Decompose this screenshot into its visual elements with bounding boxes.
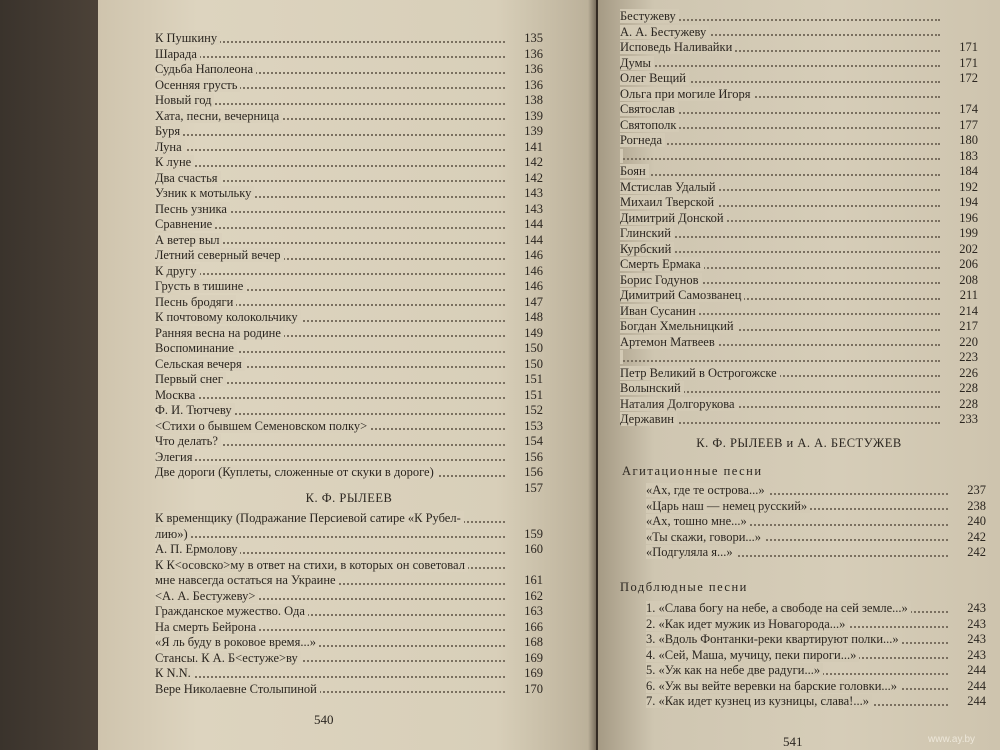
toc-entry-page: 139 xyxy=(524,108,543,123)
toc-entry-page: 149 xyxy=(524,325,543,340)
toc-entry xyxy=(646,499,986,515)
toc-entry-page: 151 xyxy=(524,372,543,386)
toc-entry-page: 168 xyxy=(524,635,543,649)
toc-entry-page: 157 xyxy=(524,480,543,495)
toc-entry-page: 172 xyxy=(959,71,978,85)
toc-entry-title: Мстислав Удалый xyxy=(620,180,719,194)
toc-entry-title: Гражданское мужество. Ода xyxy=(155,604,308,618)
toc-entry-page: 147 xyxy=(524,294,543,309)
toc-list-right-middle xyxy=(646,483,986,561)
toc-entry xyxy=(155,403,543,419)
toc-entry-title: Думы xyxy=(620,56,654,70)
toc-entry-page: 214 xyxy=(959,303,978,318)
toc-entry xyxy=(620,195,978,211)
toc-entry-page: 141 xyxy=(524,139,543,154)
toc-entry xyxy=(155,558,543,574)
toc-entry xyxy=(620,335,978,351)
toc-entry-title: А ветер выл xyxy=(155,233,222,247)
toc-entry xyxy=(620,9,978,25)
toc-entry xyxy=(620,71,978,87)
toc-entry-title: К почтовому колокольчику xyxy=(155,310,301,324)
toc-entry xyxy=(155,109,543,125)
toc-entry-title xyxy=(620,350,623,364)
toc-entry-page: 146 xyxy=(524,248,543,262)
toc-entry-title: Рогнеда xyxy=(620,133,665,147)
toc-entry-page: 243 xyxy=(967,616,986,631)
toc-entry xyxy=(155,217,543,233)
toc-entry-title: 4. «Сей, Маша, мучицу, пеки пироги...» xyxy=(646,648,859,662)
toc-entry-page: 150 xyxy=(524,341,543,355)
toc-entry-page: 170 xyxy=(524,681,543,696)
page-number-left: 540 xyxy=(314,712,334,727)
toc-entry-page: 217 xyxy=(959,319,978,333)
toc-entry-page: 146 xyxy=(524,279,543,293)
toc-entry-page: 169 xyxy=(524,650,543,665)
toc-list-right-top xyxy=(620,9,978,428)
toc-entry xyxy=(620,397,978,413)
toc-entry-title: Олег Вещий xyxy=(620,71,689,85)
toc-entry-page: 160 xyxy=(524,542,543,556)
toc-entry-page: 196 xyxy=(959,210,978,225)
toc-entry-title: Богдан Хмельницкий xyxy=(620,319,737,333)
toc-entry xyxy=(155,682,543,698)
toc-entry-page: 240 xyxy=(967,514,986,528)
toc-entry xyxy=(620,164,978,180)
toc-entry-page: 177 xyxy=(959,117,978,132)
toc-entry xyxy=(155,140,543,156)
toc-entry xyxy=(620,412,978,428)
toc-entry-title: Петр Великий в Острогожске xyxy=(620,366,780,380)
toc-entry xyxy=(646,530,986,546)
toc-entry-page: 242 xyxy=(967,529,986,544)
toc-entry-title: «Подгуляла я...» xyxy=(646,545,736,559)
toc-entry-page: 152 xyxy=(524,403,543,417)
toc-entry-page: 237 xyxy=(967,483,986,497)
toc-entry-title: Песнь узника xyxy=(155,202,230,216)
toc-entry-page: 194 xyxy=(959,195,978,209)
toc-entry-title: Святослав xyxy=(620,102,678,116)
toc-entry-title: На смерть Бейрона xyxy=(155,620,259,634)
toc-entry xyxy=(620,56,978,72)
toc-entry-page: 151 xyxy=(524,387,543,402)
toc-entry xyxy=(155,233,543,249)
toc-entry-page: 150 xyxy=(524,356,543,371)
toc-entry xyxy=(155,604,543,620)
toc-entry-title: «Ты скажи, говори...» xyxy=(646,530,764,544)
toc-entry-title: Исповедь Наливайки xyxy=(620,40,735,54)
toc-entry xyxy=(155,248,543,264)
toc-entry-page: 244 xyxy=(967,694,986,708)
toc-entry-page: 142 xyxy=(524,170,543,185)
toc-entry-title: К Пушкину xyxy=(155,31,220,45)
toc-entry-page: 238 xyxy=(967,498,986,513)
toc-entry xyxy=(155,527,543,543)
toc-entry-title: Святополк xyxy=(620,118,679,132)
toc-entry xyxy=(155,651,543,667)
toc-entry-title: Боян xyxy=(620,164,649,178)
toc-entry xyxy=(620,133,978,149)
toc-entry xyxy=(620,273,978,289)
toc-entry xyxy=(646,545,986,561)
toc-entry-title: лию») xyxy=(155,527,191,541)
toc-entry xyxy=(620,118,978,134)
toc-entry xyxy=(155,78,543,94)
toc-entry xyxy=(155,93,543,109)
toc-entry-page: 144 xyxy=(524,232,543,247)
toc-entry xyxy=(646,663,986,679)
toc-entry xyxy=(155,295,543,311)
toc-entry xyxy=(155,620,543,636)
toc-entry xyxy=(155,47,543,63)
toc-entry xyxy=(620,350,978,366)
toc-entry-page: 243 xyxy=(967,632,986,646)
toc-entry-title: Воспоминание xyxy=(155,341,237,355)
toc-entry-page: 184 xyxy=(959,164,978,178)
dot-leader xyxy=(155,536,505,538)
toc-entry xyxy=(620,40,978,56)
toc-entry-title: Глинский xyxy=(620,226,674,240)
toc-entry-page: 139 xyxy=(524,124,543,138)
toc-entry-page: 146 xyxy=(524,263,543,278)
toc-entry-title: Две дороги (Куплеты, сложенные от скуки в дороге) xyxy=(155,465,437,479)
toc-entry-page: 148 xyxy=(524,310,543,324)
toc-entry-title: Наталия Долгорукова xyxy=(620,397,738,411)
toc-entry xyxy=(155,171,543,187)
toc-entry-page: 169 xyxy=(524,666,543,680)
dot-leader xyxy=(620,174,940,176)
toc-entry-title: <Стихи о бывшем Семеновском полку> xyxy=(155,419,370,433)
dot-leader xyxy=(155,459,505,461)
toc-entry-page: 244 xyxy=(967,663,986,677)
toc-entry xyxy=(646,632,986,648)
toc-entry xyxy=(646,514,986,530)
toc-entry xyxy=(620,257,978,273)
toc-entry-page: 244 xyxy=(967,678,986,693)
toc-entry-title: «Ах, где те острова...» xyxy=(646,483,768,497)
toc-entry-title: Осенняя грусть xyxy=(155,78,240,92)
toc-entry xyxy=(155,542,543,558)
toc-entry-page: 199 xyxy=(959,226,978,240)
toc-entry-page: 136 xyxy=(524,62,543,76)
toc-entry xyxy=(620,180,978,196)
toc-entry xyxy=(155,434,543,450)
toc-entry xyxy=(646,648,986,664)
toc-entry-page: 138 xyxy=(524,93,543,107)
toc-entry xyxy=(155,450,543,466)
toc-entry-page: 136 xyxy=(524,46,543,61)
toc-entry-page: 243 xyxy=(967,601,986,615)
toc-entry xyxy=(620,366,978,382)
toc-entry-title: Два счастья xyxy=(155,171,221,185)
toc-entry-title: Ольга при могиле Игоря xyxy=(620,87,754,101)
toc-entry-page: 226 xyxy=(959,365,978,380)
toc-entry-title: 3. «Вдоль Фонтанки-реки квартируют полки...» xyxy=(646,632,902,646)
toc-entry-title xyxy=(620,149,623,163)
toc-entry-page: 162 xyxy=(524,588,543,603)
toc-entry-title: Сравнение xyxy=(155,217,215,231)
dot-leader xyxy=(620,360,940,362)
toc-entry-title: Грусть в тишине xyxy=(155,279,246,293)
toc-entry xyxy=(155,264,543,280)
toc-entry xyxy=(620,381,978,397)
toc-entry xyxy=(155,589,543,605)
toc-entry xyxy=(646,694,986,710)
toc-entry-page: 163 xyxy=(524,604,543,618)
dot-leader xyxy=(155,676,505,678)
toc-entry-title: Волынский xyxy=(620,381,684,395)
toc-entry xyxy=(620,102,978,118)
toc-entry-page: 242 xyxy=(967,545,986,559)
subsection-heading-agitation: Агитационные песни xyxy=(622,464,763,478)
toc-entry xyxy=(155,388,543,404)
toc-entry-title: Ранняя весна на родине xyxy=(155,326,284,340)
toc-entry-title: А. А. Бестужеву xyxy=(620,25,709,39)
toc-entry-title: Смерть Ермака xyxy=(620,257,704,271)
toc-entry xyxy=(646,601,986,617)
toc-entry xyxy=(155,310,543,326)
toc-entry-page: 228 xyxy=(959,396,978,411)
toc-entry xyxy=(155,372,543,388)
toc-entry-title: Летний северный вечер xyxy=(155,248,284,262)
toc-entry-title: Что делать? xyxy=(155,434,221,448)
toc-entry xyxy=(620,149,978,165)
toc-entry xyxy=(155,202,543,218)
toc-entry-title: К N.N. xyxy=(155,666,194,680)
toc-entry xyxy=(646,679,986,695)
toc-entry xyxy=(155,635,543,651)
right-page xyxy=(598,0,1000,750)
toc-entry xyxy=(155,465,543,481)
dot-leader xyxy=(155,273,505,275)
toc-entry-title: Борис Годунов xyxy=(620,273,702,287)
toc-entry-page: 243 xyxy=(967,647,986,662)
toc-entry-page: 142 xyxy=(524,155,543,169)
toc-entry-title: мне навсегда остаться на Украине xyxy=(155,573,339,587)
toc-entry-title: Новый год xyxy=(155,93,214,107)
toc-entry xyxy=(620,319,978,335)
toc-entry-page: 208 xyxy=(959,272,978,287)
toc-entry xyxy=(155,511,543,527)
toc-entry xyxy=(155,279,543,295)
toc-entry-title: 1. «Слава богу на небе, а свободе на сей земле...» xyxy=(646,601,911,615)
toc-entry-title: 6. «Уж вы вейте веревки на барские головки...» xyxy=(646,679,900,693)
toc-entry-page: 143 xyxy=(524,201,543,216)
toc-entry-title: К временщику (Подражание Персиевой сатире «К Рубел- xyxy=(155,511,464,525)
toc-entry-page: 180 xyxy=(959,133,978,147)
toc-entry-title: Бестужеву xyxy=(620,9,679,23)
dot-leader xyxy=(155,149,505,151)
page-number-right: 541 xyxy=(783,734,803,749)
toc-entry-title: Судьба Наполеона xyxy=(155,62,256,76)
section-heading-ryleev: К. Ф. РЫЛЕЕВ xyxy=(305,491,393,505)
dot-leader xyxy=(155,56,505,58)
toc-entry-title: 7. «Как идет кузнец из кузницы, слава!...» xyxy=(646,694,872,708)
toc-entry-page: 223 xyxy=(959,350,978,364)
toc-entry-page: 171 xyxy=(959,55,978,70)
toc-entry-title: Песнь бродяги xyxy=(155,295,236,309)
dot-leader xyxy=(155,397,505,399)
toc-list-left-bottom xyxy=(155,511,543,697)
toc-list-left-top xyxy=(155,31,543,496)
toc-entry-page: 135 xyxy=(524,31,543,45)
toc-entry-title: Михаил Тверской xyxy=(620,195,717,209)
toc-entry-title: Сельская вечеря xyxy=(155,357,245,371)
toc-entry-title: Вере Николаевне Столыпиной xyxy=(155,682,320,696)
toc-entry-page: 156 xyxy=(524,465,543,479)
toc-entry-title: Державин xyxy=(620,412,677,426)
toc-entry-title: «Царь наш — немец русский» xyxy=(646,499,810,513)
toc-entry-title: Димитрий Донской xyxy=(620,211,727,225)
toc-entry-page: 156 xyxy=(524,449,543,464)
toc-entry-title: Буря xyxy=(155,124,183,138)
toc-entry-title: Стансы. К А. Б<естуже>ву xyxy=(155,651,301,665)
toc-entry-page: 136 xyxy=(524,77,543,92)
toc-entry xyxy=(155,62,543,78)
dot-leader xyxy=(155,134,505,136)
toc-entry-title: Ф. И. Тютчеву xyxy=(155,403,235,417)
toc-entry xyxy=(155,155,543,171)
toc-entry-title: Артемон Матвеев xyxy=(620,335,718,349)
toc-entry-page: 220 xyxy=(959,334,978,349)
toc-entry-title: Первый снег xyxy=(155,372,226,386)
toc-entry-title: Шарада xyxy=(155,47,200,61)
toc-entry-title: <А. А. Бестужеву> xyxy=(155,589,258,603)
toc-entry xyxy=(620,288,978,304)
toc-entry-page: 233 xyxy=(959,412,978,426)
toc-entry-title: Курбский xyxy=(620,242,674,256)
toc-entry xyxy=(155,357,543,373)
toc-entry-title: К луне xyxy=(155,155,194,169)
toc-entry-page: 171 xyxy=(959,40,978,54)
toc-entry xyxy=(620,25,978,41)
toc-entry-page: 161 xyxy=(524,573,543,587)
toc-entry xyxy=(155,186,543,202)
watermark: www.ay.by xyxy=(928,734,976,745)
toc-entry-title: К К<осовско>му в ответ на стихи, в которых он советовал xyxy=(155,558,468,572)
toc-entry-title: Узник к мотыльку xyxy=(155,186,254,200)
toc-entry-page: 166 xyxy=(524,619,543,634)
toc-entry-page: 206 xyxy=(959,257,978,271)
toc-entry-title: К другу xyxy=(155,264,200,278)
left-page xyxy=(98,0,596,750)
toc-entry xyxy=(155,124,543,140)
toc-entry xyxy=(155,419,543,435)
toc-entry-title: А. П. Ермолову xyxy=(155,542,240,556)
dot-leader xyxy=(620,158,940,160)
toc-entry-page: 143 xyxy=(524,186,543,200)
toc-entry-page: 183 xyxy=(959,148,978,163)
toc-entry-title: «Ах, тошно мне...» xyxy=(646,514,750,528)
toc-entry-page: 153 xyxy=(524,418,543,433)
toc-entry-title: Димитрий Самозванец xyxy=(620,288,744,302)
toc-entry-page: 144 xyxy=(524,217,543,231)
toc-entry-page: 174 xyxy=(959,102,978,116)
toc-entry-title: Луна xyxy=(155,140,185,154)
toc-entry xyxy=(155,326,543,342)
toc-entry-page: 211 xyxy=(959,288,978,302)
dot-leader xyxy=(155,165,505,167)
toc-entry-title: Москва xyxy=(155,388,198,402)
toc-entry-title: 5. «Уж как на небе две радуги...» xyxy=(646,663,823,677)
toc-entry-title: Хата, песни, вечерница xyxy=(155,109,282,123)
toc-entry-page: 192 xyxy=(959,179,978,194)
subsection-heading-podblyudnye: Подблюдные песни xyxy=(620,580,748,594)
toc-entry-title: Иван Сусанин xyxy=(620,304,699,318)
toc-entry-title: Элегия xyxy=(155,450,195,464)
dot-leader xyxy=(620,143,940,145)
toc-entry xyxy=(155,31,543,47)
toc-entry-page: 154 xyxy=(524,434,543,448)
toc-list-right-bottom xyxy=(646,601,986,710)
toc-entry xyxy=(620,242,978,258)
dot-leader xyxy=(620,65,940,67)
toc-entry xyxy=(620,211,978,227)
toc-entry-title: «Я ль буду в роковое время...» xyxy=(155,635,319,649)
toc-entry-title: 2. «Как идет мужик из Новагорода...» xyxy=(646,617,848,631)
toc-entry xyxy=(155,666,543,682)
toc-entry xyxy=(646,483,986,499)
toc-entry-page: 228 xyxy=(959,381,978,395)
toc-entry xyxy=(620,304,978,320)
toc-entry-page: 159 xyxy=(524,526,543,541)
toc-entry xyxy=(155,573,543,589)
toc-entry xyxy=(620,226,978,242)
toc-entry xyxy=(646,617,986,633)
toc-entry xyxy=(620,87,978,103)
section-heading-ryleev-bestuzhev: К. Ф. РЫЛЕЕВ и А. А. БЕСТУЖЕВ xyxy=(696,436,902,450)
toc-entry-page: 202 xyxy=(959,241,978,256)
toc-entry xyxy=(155,341,543,357)
